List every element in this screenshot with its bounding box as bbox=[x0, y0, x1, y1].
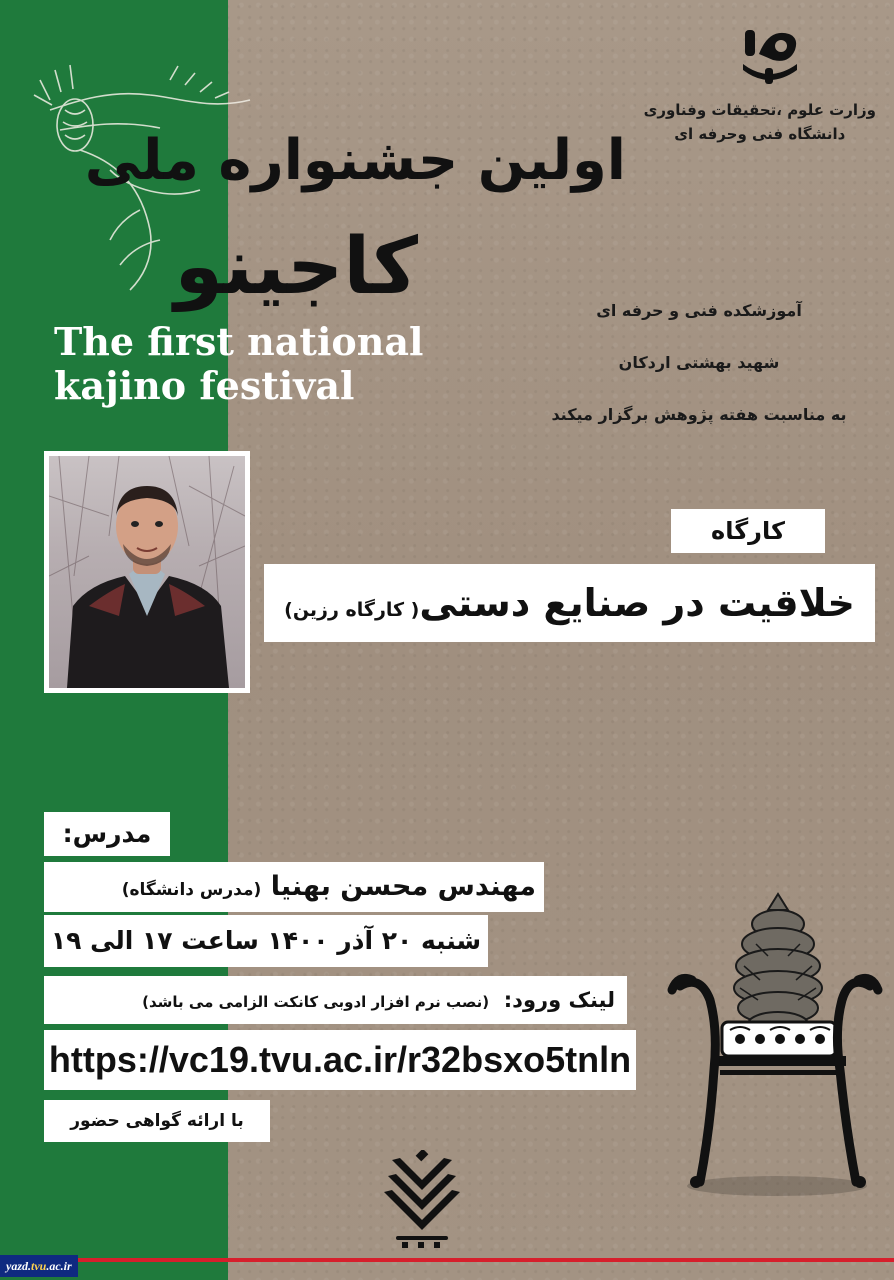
schedule-date: شنبه ۲۰ آذر ۱۴۰۰ ساعت ۱۷ الی ۱۹ bbox=[44, 915, 488, 967]
organizer-line-3: به مناسبت هفته پژوهش برگزار میکند bbox=[551, 405, 847, 424]
workshop-title: خلاقیت در صنایع دستی bbox=[419, 581, 855, 625]
festival-name: کاجینو bbox=[174, 222, 418, 312]
site-accent: tvu bbox=[31, 1259, 47, 1273]
instructor-photo bbox=[44, 451, 250, 693]
organizer-line-1: آموزشکده فنی و حرفه ای bbox=[596, 301, 802, 320]
teacher-line bbox=[44, 862, 544, 912]
link-note: (نصب نرم افزار ادوبی کانکت الزامی می باشد) bbox=[142, 993, 490, 1011]
festival-title: اولین جشنواره ملی bbox=[84, 128, 626, 193]
teacher-name: مهندس محسن بهنیا bbox=[270, 871, 536, 902]
organizer-block bbox=[534, 285, 864, 441]
person-portrait-icon bbox=[49, 456, 245, 688]
workshop-tag: کارگاه bbox=[671, 509, 825, 553]
workshop-title-box bbox=[264, 564, 875, 642]
english-title bbox=[54, 320, 423, 408]
kajino-logo-icon bbox=[382, 1150, 462, 1250]
footer-red-line bbox=[0, 1258, 894, 1262]
site-prefix: yazd. bbox=[6, 1259, 31, 1273]
link-label: لینک ورود: bbox=[503, 988, 615, 1012]
session-url[interactable]: https://vc19.tvu.ac.ir/r32bsxo5tnln bbox=[44, 1030, 636, 1090]
ministry-block bbox=[644, 98, 876, 146]
link-line bbox=[44, 976, 627, 1024]
workshop-subtitle: ( کارگاه رزین) bbox=[284, 599, 420, 621]
english-title-line-1: The first national bbox=[54, 319, 424, 364]
site-suffix: .ac.ir bbox=[46, 1259, 72, 1273]
site-tag[interactable] bbox=[0, 1255, 78, 1277]
instructor-portrait bbox=[49, 456, 245, 688]
ministry-line-1: وزارت علوم ،تحقیقات وفناوری bbox=[643, 101, 876, 119]
teacher-role: (مدرس دانشگاه) bbox=[121, 880, 262, 900]
organizer-line-2: شهید بهشتی اردکان bbox=[618, 353, 780, 372]
certificate-note: با ارائه گواهی حضور bbox=[44, 1100, 270, 1142]
ministry-line-2: دانشگاه فنی وحرفه ای bbox=[674, 125, 846, 143]
teacher-label: مدرس: bbox=[44, 812, 170, 856]
english-title-line-2: kajino festival bbox=[54, 363, 355, 408]
tvu-logo-icon bbox=[737, 24, 803, 86]
chair-with-pinecone-icon bbox=[660, 890, 890, 1200]
